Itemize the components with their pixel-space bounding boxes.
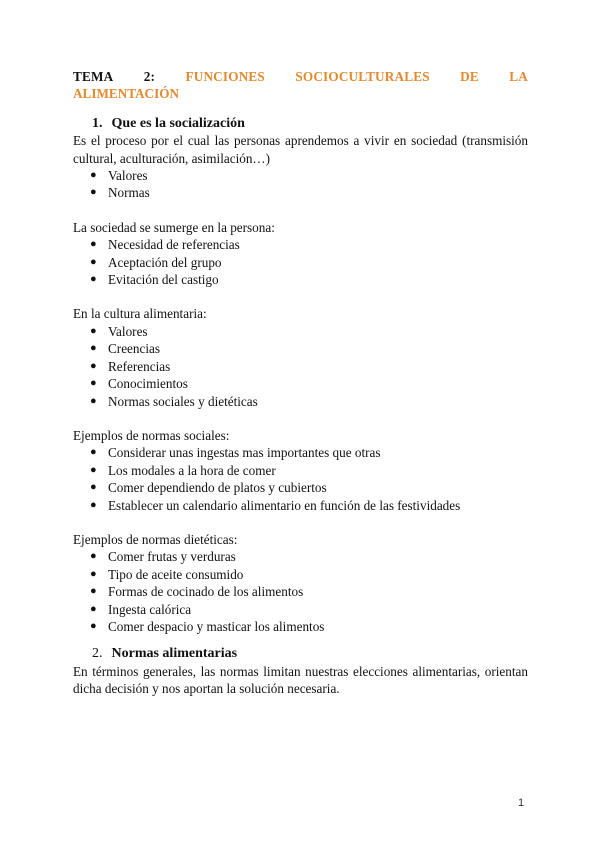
bullet-icon: ● [90, 377, 97, 390]
bullet-icon: ● [90, 169, 97, 182]
section-heading-socializacion [73, 115, 528, 132]
list-item [73, 236, 528, 253]
list-item-text: Comer dependiendo de platos y cubiertos [108, 480, 327, 496]
list-normas-dieteticas [73, 548, 528, 635]
list-item [73, 375, 528, 392]
list-item-text: Comer despacio y masticar los alimentos [108, 618, 325, 634]
list-item [73, 358, 528, 375]
list-item-text: Normas [108, 185, 150, 201]
document-page [73, 68, 528, 698]
list-item-text: Referencias [108, 358, 171, 374]
bullet-icon: ● [90, 394, 97, 407]
paragraph-label: La sociedad se sumerge en la persona: [73, 219, 275, 235]
list-item-text: Establecer un calendario alimentario en función de las festividades [108, 497, 461, 513]
list-item [73, 601, 528, 618]
bullet-icon: ● [90, 498, 97, 511]
list-item [73, 254, 528, 271]
list-item [73, 184, 528, 201]
list-cultura [73, 323, 528, 410]
bullet-icon: ● [90, 359, 97, 372]
normas-paragraph: En términos generales, las normas limitan nuestras elecciones alimentarias, orientan dicha decisión y nos aportan la solución necesaria. [73, 663, 528, 697]
bullet-icon: ● [90, 186, 97, 199]
list-item-text: Valores [108, 168, 148, 184]
list-item-text: Aceptación del grupo [108, 254, 222, 270]
section-number: 1. [92, 115, 103, 131]
paragraph-label: Ejemplos de normas dietéticas: [73, 531, 238, 547]
list-item [73, 444, 528, 461]
bullet-icon: ● [90, 342, 97, 355]
list-item [73, 271, 528, 288]
title-word: DE [460, 69, 479, 84]
list-item-text: Creencias [108, 341, 160, 357]
list-item-text: Tipo de aceite consumido [108, 566, 244, 582]
section-heading-text: Normas alimentarias [111, 646, 238, 662]
paragraph-label: En la cultura alimentaria: [73, 306, 207, 322]
bullet-icon: ● [90, 481, 97, 494]
list-item [73, 167, 528, 184]
document-title-line2: ALIMENTACIÓN [73, 86, 179, 102]
section-number: 2. [92, 646, 103, 662]
bullet-icon: ● [90, 602, 97, 615]
list-item-text: Valores [108, 323, 148, 339]
list-item [73, 548, 528, 565]
list-item-text: Comer frutas y verduras [108, 549, 236, 565]
page-number: 1 [518, 797, 525, 809]
document-title [73, 68, 528, 85]
bullet-icon: ● [90, 463, 97, 476]
section-heading-text: Que es la socialización [111, 115, 245, 131]
title-word: 2: [143, 69, 156, 84]
bullet-icon: ● [90, 238, 97, 251]
paragraph-label: Ejemplos de normas sociales: [73, 427, 230, 443]
bullet-icon: ● [90, 585, 97, 598]
title-word: FUNCIONES [185, 69, 265, 84]
intro-paragraph: Es el proceso por el cual las personas aprendemos a vivir en sociedad (transmisión cultural, aculturación, asimilación…) [73, 133, 528, 166]
list-item [73, 323, 528, 340]
list-item [73, 497, 528, 514]
bullet-icon: ● [90, 324, 97, 337]
list-socializacion [73, 167, 528, 202]
list-item [73, 340, 528, 357]
list-item-text: Formas de cocinado de los alimentos [108, 584, 304, 600]
list-item [73, 479, 528, 496]
list-item-text: Conocimientos [108, 376, 188, 392]
list-item-text: Necesidad de referencias [108, 237, 240, 253]
bullet-icon: ● [90, 273, 97, 286]
bullet-icon: ● [90, 619, 97, 632]
list-item [73, 462, 528, 479]
list-item [73, 566, 528, 583]
list-item-text: Ingesta calórica [108, 601, 192, 617]
title-word: LA [509, 69, 528, 84]
list-item-text: Evitación del castigo [108, 272, 219, 288]
list-item [73, 583, 528, 600]
list-item [73, 618, 528, 635]
bullet-icon: ● [90, 550, 97, 563]
list-normas-sociales [73, 444, 528, 514]
bullet-icon: ● [90, 446, 97, 459]
title-word: SOCIOCULTURALES [295, 69, 430, 84]
list-item-text: Normas sociales y dietéticas [108, 393, 258, 409]
title-word: TEMA [73, 69, 114, 84]
section-heading-normas [73, 645, 528, 662]
list-sociedad [73, 236, 528, 288]
list-item-text: Los modales a la hora de comer [108, 462, 276, 478]
list-item [73, 393, 528, 410]
list-item-text: Considerar unas ingestas mas importantes que otras [108, 445, 381, 461]
bullet-icon: ● [90, 567, 97, 580]
bullet-icon: ● [90, 255, 97, 268]
